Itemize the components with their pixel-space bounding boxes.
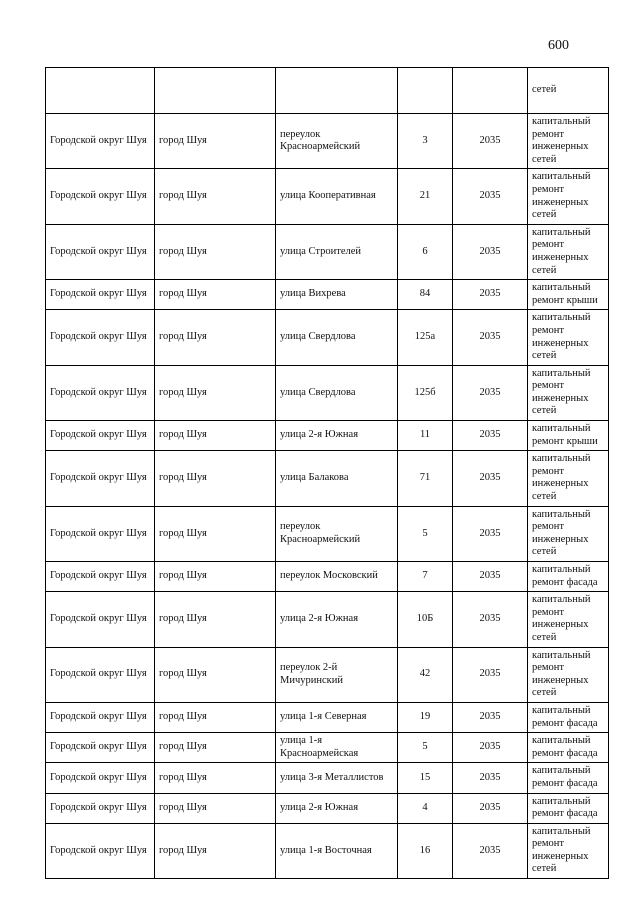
table-row — [46, 365, 609, 420]
table-row — [46, 169, 609, 224]
year-cell: 2035 — [453, 224, 528, 279]
municipality-cell: Городской округ Шуя — [46, 114, 155, 169]
repair-type-cell: капитальный ремонт инженерных сетей — [528, 365, 609, 420]
repair-type-cell: капитальный ремонт инженерных сетей — [528, 114, 609, 169]
year-cell — [453, 68, 528, 114]
street-cell: улица 2-я Южная — [276, 793, 398, 823]
year-cell: 2035 — [453, 562, 528, 592]
repair-type-cell: капитальный ремонт инженерных сетей — [528, 506, 609, 561]
table-row — [46, 647, 609, 702]
year-cell: 2035 — [453, 592, 528, 647]
house-number-cell: 10Б — [398, 592, 453, 647]
repair-type-cell: капитальный ремонт фасада — [528, 733, 609, 763]
municipality-cell: Городской округ Шуя — [46, 592, 155, 647]
house-number-cell: 125б — [398, 365, 453, 420]
municipality-cell: Городской округ Шуя — [46, 169, 155, 224]
repair-type-cell: капитальный ремонт фасада — [528, 562, 609, 592]
street-cell: улица 3-я Металлистов — [276, 763, 398, 793]
house-number-cell: 5 — [398, 506, 453, 561]
table-row — [46, 702, 609, 732]
year-cell: 2035 — [453, 733, 528, 763]
municipality-cell: Городской округ Шуя — [46, 421, 155, 451]
street-cell: улица 1-я Восточная — [276, 823, 398, 878]
year-cell: 2035 — [453, 793, 528, 823]
municipality-cell: Городской округ Шуя — [46, 451, 155, 506]
repair-type-cell: капитальный ремонт инженерных сетей — [528, 592, 609, 647]
table-row — [46, 224, 609, 279]
repair-schedule-table — [45, 67, 609, 879]
settlement-cell: город Шуя — [155, 365, 276, 420]
year-cell: 2035 — [453, 647, 528, 702]
street-cell — [276, 68, 398, 114]
repair-type-cell: капитальный ремонт фасада — [528, 793, 609, 823]
municipality-cell: Городской округ Шуя — [46, 280, 155, 310]
street-cell: улица Свердлова — [276, 310, 398, 365]
municipality-cell: Городской округ Шуя — [46, 793, 155, 823]
settlement-cell: город Шуя — [155, 310, 276, 365]
table-row — [46, 733, 609, 763]
repair-type-cell: капитальный ремонт инженерных сетей — [528, 310, 609, 365]
municipality-cell: Городской округ Шуя — [46, 365, 155, 420]
settlement-cell: город Шуя — [155, 169, 276, 224]
street-cell: улица Свердлова — [276, 365, 398, 420]
settlement-cell: город Шуя — [155, 823, 276, 878]
year-cell: 2035 — [453, 763, 528, 793]
year-cell: 2035 — [453, 451, 528, 506]
repair-type-cell: капитальный ремонт инженерных сетей — [528, 169, 609, 224]
house-number-cell: 5 — [398, 733, 453, 763]
settlement-cell: город Шуя — [155, 763, 276, 793]
year-cell: 2035 — [453, 280, 528, 310]
municipality-cell: Городской округ Шуя — [46, 702, 155, 732]
street-cell: переулок Красноармейский — [276, 506, 398, 561]
house-number-cell — [398, 68, 453, 114]
house-number-cell: 42 — [398, 647, 453, 702]
repair-type-cell: капитальный ремонт крыши — [528, 280, 609, 310]
table-row — [46, 763, 609, 793]
table-row — [46, 114, 609, 169]
table-row — [46, 793, 609, 823]
house-number-cell: 3 — [398, 114, 453, 169]
repair-type-cell: капитальный ремонт инженерных сетей — [528, 823, 609, 878]
year-cell: 2035 — [453, 823, 528, 878]
year-cell: 2035 — [453, 506, 528, 561]
street-cell: улица 1-я Красноармейская — [276, 733, 398, 763]
street-cell: улица Строителей — [276, 224, 398, 279]
table-row — [46, 421, 609, 451]
year-cell: 2035 — [453, 169, 528, 224]
house-number-cell: 21 — [398, 169, 453, 224]
municipality-cell: Городской округ Шуя — [46, 823, 155, 878]
settlement-cell: город Шуя — [155, 421, 276, 451]
settlement-cell: город Шуя — [155, 733, 276, 763]
settlement-cell: город Шуя — [155, 506, 276, 561]
table-row — [46, 310, 609, 365]
table-row — [46, 68, 609, 114]
street-cell: переулок 2-й Мичуринский — [276, 647, 398, 702]
municipality-cell: Городской округ Шуя — [46, 562, 155, 592]
house-number-cell: 11 — [398, 421, 453, 451]
page-number: 600 — [548, 38, 569, 53]
street-cell: улица Кооперативная — [276, 169, 398, 224]
street-cell: улица Балакова — [276, 451, 398, 506]
repair-type-cell: капитальный ремонт фасада — [528, 702, 609, 732]
settlement-cell: город Шуя — [155, 702, 276, 732]
settlement-cell: город Шуя — [155, 224, 276, 279]
settlement-cell: город Шуя — [155, 562, 276, 592]
year-cell: 2035 — [453, 421, 528, 451]
table-body — [46, 68, 609, 879]
year-cell: 2035 — [453, 310, 528, 365]
house-number-cell: 19 — [398, 702, 453, 732]
repair-type-cell: капитальный ремонт инженерных сетей — [528, 224, 609, 279]
municipality-cell: Городской округ Шуя — [46, 310, 155, 365]
settlement-cell: город Шуя — [155, 451, 276, 506]
street-cell: улица 2-я Южная — [276, 421, 398, 451]
year-cell: 2035 — [453, 365, 528, 420]
repair-type-cell: капитальный ремонт инженерных сетей — [528, 451, 609, 506]
table-row — [46, 592, 609, 647]
house-number-cell: 7 — [398, 562, 453, 592]
house-number-cell: 71 — [398, 451, 453, 506]
repair-type-cell: капитальный ремонт инженерных сетей — [528, 647, 609, 702]
year-cell: 2035 — [453, 702, 528, 732]
repair-type-cell: сетей — [528, 68, 609, 114]
municipality-cell: Городской округ Шуя — [46, 224, 155, 279]
street-cell: переулок Красноармейский — [276, 114, 398, 169]
street-cell: улица Вихрева — [276, 280, 398, 310]
municipality-cell: Городской округ Шуя — [46, 647, 155, 702]
street-cell: улица 2-я Южная — [276, 592, 398, 647]
street-cell: переулок Московский — [276, 562, 398, 592]
house-number-cell: 16 — [398, 823, 453, 878]
house-number-cell: 84 — [398, 280, 453, 310]
table-row — [46, 451, 609, 506]
settlement-cell: город Шуя — [155, 280, 276, 310]
house-number-cell: 15 — [398, 763, 453, 793]
repair-type-cell: капитальный ремонт фасада — [528, 763, 609, 793]
municipality-cell — [46, 68, 155, 114]
table-row — [46, 562, 609, 592]
house-number-cell: 125а — [398, 310, 453, 365]
table-row — [46, 823, 609, 878]
municipality-cell: Городской округ Шуя — [46, 733, 155, 763]
settlement-cell: город Шуя — [155, 592, 276, 647]
table-row — [46, 280, 609, 310]
municipality-cell: Городской округ Шуя — [46, 763, 155, 793]
municipality-cell: Городской округ Шуя — [46, 506, 155, 561]
settlement-cell: город Шуя — [155, 114, 276, 169]
settlement-cell: город Шуя — [155, 793, 276, 823]
table-row — [46, 506, 609, 561]
house-number-cell: 6 — [398, 224, 453, 279]
house-number-cell: 4 — [398, 793, 453, 823]
settlement-cell: город Шуя — [155, 647, 276, 702]
year-cell: 2035 — [453, 114, 528, 169]
repair-type-cell: капитальный ремонт крыши — [528, 421, 609, 451]
street-cell: улица 1-я Северная — [276, 702, 398, 732]
settlement-cell — [155, 68, 276, 114]
